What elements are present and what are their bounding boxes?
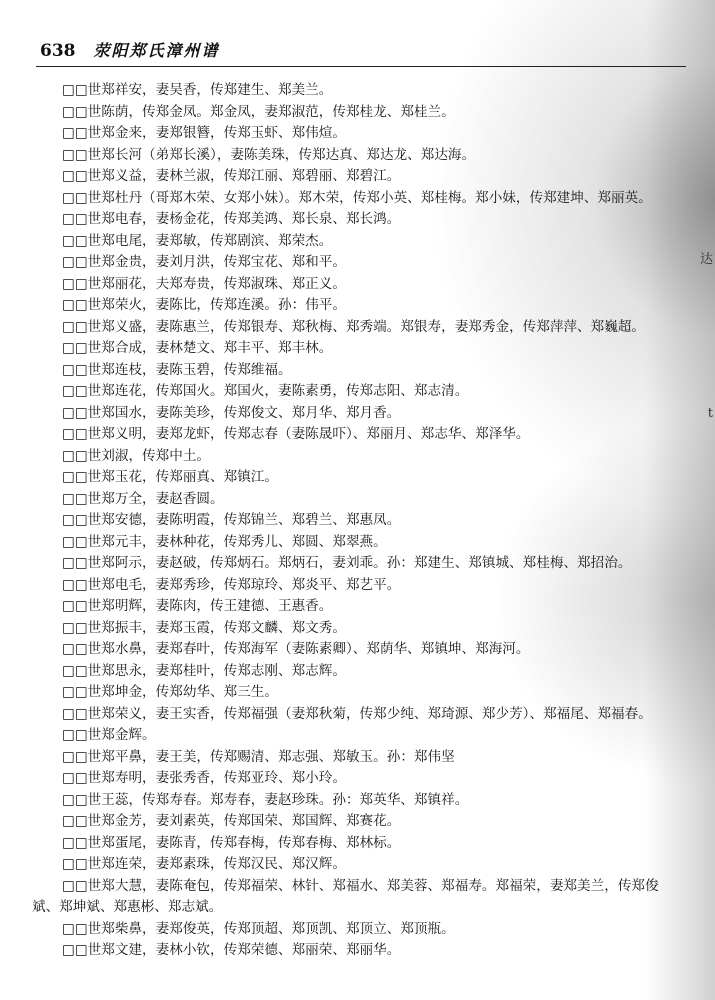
genealogy-entry: □□世郑杜丹（哥郑木荣、女郑小妹）。郑木荣，传郑小英、郑桂梅。郑小妹，传郑建坤、郑丽英。 — [62, 189, 652, 206]
genealogy-entry: □□世郑义益，妻林兰淑，传郑江丽、郑碧丽、郑碧江。 — [62, 168, 401, 184]
wrapped-entry-line-2: 斌、郑坤斌、郑惠彬、郑志斌。 — [32, 899, 223, 915]
genealogy-entry: □□世郑荣火，妻陈比，传郑连溪。孙：伟平。 — [62, 297, 346, 313]
genealogy-entry: □□世郑水鼻，妻郑春叶，传郑海军（妻陈素卿）、郑荫华、郑镇坤、郑海河。 — [62, 641, 530, 657]
genealogy-entry: □□世郑金贵，妻刘月洪，传郑宝花、郑和平。 — [62, 254, 346, 270]
genealogy-entry: □□世郑合成，妻林楚文、郑丰平、郑丰林。 — [62, 340, 333, 356]
wrapped-entry-line-1: □□世郑大慧，妻陈奄包，传郑福荣、林针、郑福水、郑美蓉、郑福寿。郑福荣，妻郑美兰，传郑俊 — [62, 877, 659, 894]
book-title: 荥阳郑氏漳州谱 — [93, 41, 220, 60]
page-number: 638 — [40, 41, 76, 61]
genealogy-entry: □□世郑义盛，妻陈惠兰，传郑银寿、郑秋梅、郑秀端。郑银寿，妻郑秀金，传郑萍萍、郑巍超。 — [62, 318, 646, 335]
genealogy-entry-wrapped — [32, 876, 702, 919]
margin-mark: t — [707, 406, 713, 421]
genealogy-entry: □□世郑连花，传郑国火。郑国火，妻陈素勇，传郑志阳、郑志清。 — [62, 383, 469, 399]
genealogy-entry: □□世郑安德，妻陈明霞，传郑锦兰、郑碧兰、郑惠凤。 — [62, 512, 401, 528]
genealogy-entry: □□世郑祥安，妻吴香，传郑建生、郑美兰。 — [62, 82, 333, 98]
genealogy-entry: □□世郑蛋尾，妻陈青，传郑春梅，传郑春梅、郑林标。 — [62, 834, 401, 851]
genealogy-entry: □□世郑金芳，妻刘素英，传郑国荣、郑国辉、郑赛花。 — [62, 813, 401, 829]
genealogy-entry: □□世郑荣义，妻王实香，传郑福强（妻郑秋菊，传郑少纯、郑琦源、郑少芳）、郑福尾、郑福春。 — [62, 705, 652, 722]
genealogy-entry: □□世郑电春，妻杨金花，传郑美鸿、郑长泉、郑长鸿。 — [62, 211, 401, 227]
genealogy-entry: □□世郑寿明，妻张秀香，传郑亚玲、郑小玲。 — [62, 770, 346, 786]
genealogy-entry: □□世郑振丰，妻郑玉霞，传郑文麟、郑文秀。 — [62, 619, 346, 636]
genealogy-entry: □□世郑丽花，夫郑寿贵，传郑淑珠、郑正义。 — [62, 275, 346, 292]
genealogy-entry: □□世郑电毛，妻郑秀珍，传郑琼玲、郑炎平、郑艺平。 — [62, 576, 401, 593]
margin-mark: 达 — [699, 252, 713, 267]
genealogy-entry: □□世郑金辉。 — [62, 727, 156, 743]
page-header — [40, 38, 220, 61]
genealogy-entry: □□世郑义明，妻郑龙虾，传郑志春（妻陈晟吓）、郑丽月、郑志华、郑泽华。 — [62, 426, 530, 442]
genealogy-entry-list — [32, 80, 702, 962]
genealogy-entry: □□世郑长河（弟郑长溪），妻陈美珠，传郑达真、郑达龙、郑达海。 — [62, 146, 476, 163]
genealogy-entry: □□世郑连荣，妻郑素珠，传郑汉民、郑汉辉。 — [62, 856, 346, 872]
genealogy-entry: □□世王蕊，传郑寿春。郑寿春，妻赵珍珠。孙：郑英华、郑镇祥。 — [62, 791, 469, 808]
header-rule — [36, 66, 686, 67]
genealogy-entry: □□世郑电尾，妻郑敏，传郑剧滨、郑荣杰。 — [62, 232, 333, 249]
genealogy-entry: □□世郑万全，妻赵香圆。 — [62, 490, 224, 507]
genealogy-entry: □□世郑平鼻，妻王美，传郑赐清、郑志强、郑敏玉。孙：郑伟坚 — [62, 748, 455, 765]
genealogy-entry: □□世郑文建，妻林小钦，传郑荣德、郑丽荣、郑丽华。 — [62, 942, 401, 958]
genealogy-entry: □□世郑玉花，传郑丽真、郑镇江。 — [62, 469, 278, 485]
genealogy-entry: □□世郑阿示，妻赵破，传郑炳石。郑炳石，妻刘乖。孙：郑建生、郑镇城、郑桂梅、郑招治。 — [62, 555, 632, 571]
genealogy-entry: □□世刘淑，传郑中土。 — [62, 447, 211, 464]
genealogy-entry: □□世郑明辉，妻陈肉，传王建德、王惠香。 — [62, 598, 333, 614]
genealogy-entry: □□世郑坤金，传郑幼华、郑三生。 — [62, 684, 278, 700]
genealogy-entry: □□世郑思永，妻郑桂叶，传郑志刚、郑志辉。 — [62, 662, 346, 679]
genealogy-entry: □□世郑柴鼻，妻郑俊英，传郑顶超、郑顶凯、郑顶立、郑顶瓶。 — [62, 920, 455, 937]
genealogy-entry: □□世郑金来，妻郑银簪，传郑玉虾、郑伟煊。 — [62, 125, 346, 141]
genealogy-entry: □□世郑国水，妻陈美珍，传郑俊文、郑月华、郑月香。 — [62, 404, 401, 421]
genealogy-entry: □□世郑连枝，妻陈玉碧，传郑维福。 — [62, 361, 292, 378]
genealogy-entry: □□世郑元丰，妻林种花，传郑秀儿、郑圆、郑翠燕。 — [62, 533, 387, 550]
genealogy-entry: □□世陈荫，传郑金凤。郑金凤，妻郑淑范，传郑桂龙、郑桂兰。 — [62, 103, 455, 120]
